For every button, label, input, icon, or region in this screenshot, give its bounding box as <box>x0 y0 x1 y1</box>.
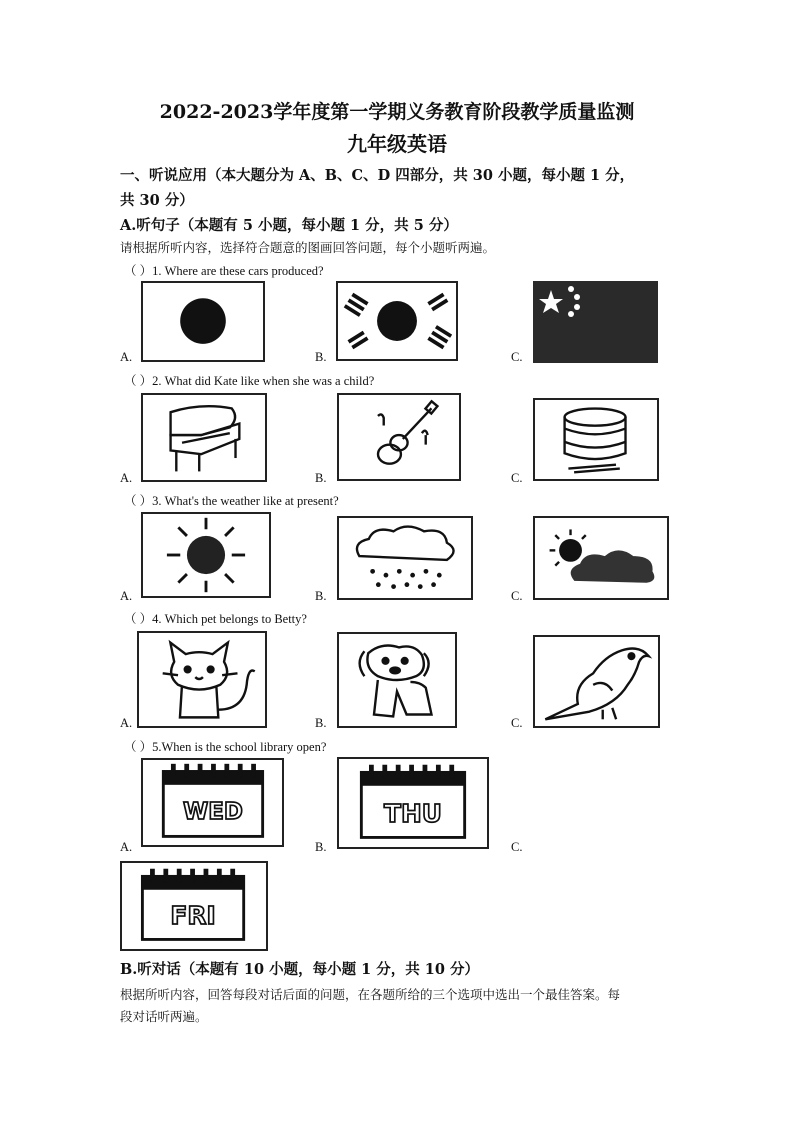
question-5: （ ）5.When is the school library open? <box>124 740 327 754</box>
korea-flag-icon <box>336 281 458 361</box>
guitar-icon <box>337 393 461 481</box>
calendar-thu-text: THU <box>384 799 442 829</box>
question-1: （ ）1. Where are these cars produced? <box>124 264 324 278</box>
q5-option-a-label: A. <box>120 840 133 854</box>
parrot-icon <box>533 635 660 728</box>
q3-option-a-label: A. <box>120 589 133 603</box>
q4-option-a-label: A. <box>120 716 133 730</box>
cat-icon <box>137 631 267 728</box>
q4-option-b-label: B. <box>315 716 327 730</box>
calendar-thu-icon <box>337 757 489 849</box>
part-b-instruction-line1: 根据所听内容，回答每段对话后面的问题，在各题所给的三个选项中选出一个最佳答案。每 <box>120 987 621 1002</box>
q3-option-b-label: B. <box>315 589 327 603</box>
calendar-fri-text: FRI <box>170 901 216 931</box>
q2-option-a-label: A. <box>120 471 133 485</box>
question-4: （ ）4. Which pet belongs to Betty? <box>124 612 307 626</box>
drum-icon <box>533 398 659 481</box>
question-3: （ ）3. What's the weather like at present? <box>124 494 339 508</box>
q5-option-c-label: C. <box>511 840 523 854</box>
dog-icon <box>337 632 457 728</box>
sun-icon <box>141 512 271 598</box>
q2-option-b-label: B. <box>315 471 327 485</box>
part-b-instruction-line2: 段对话听两遍。 <box>120 1009 208 1024</box>
calendar-wed-icon <box>141 758 284 847</box>
piano-icon <box>141 393 267 482</box>
q3-option-c-label: C. <box>511 589 523 603</box>
sun-behind-cloud-icon <box>533 516 669 600</box>
part-a-instruction: 请根据所听内容，选择符合题意的图画回答问题，每个小题听两遍。 <box>120 240 496 255</box>
calendar-fri-icon <box>120 861 268 951</box>
question-2: （ ）2. What did Kate like when she was a child? <box>124 374 375 388</box>
china-flag-icon <box>533 281 658 363</box>
q4-option-c-label: C. <box>511 716 523 730</box>
section-heading-line1: 一、听说应用（本大题分为 A、B、C、D 四部分，共 30 小题，每小题 1 分， <box>120 167 635 184</box>
q5-option-b-label: B. <box>315 840 327 854</box>
q1-option-b-label: B. <box>315 350 327 364</box>
japan-flag-icon <box>141 281 265 362</box>
part-a-heading: A.听句子（本题有 5 小题，每小题 1 分，共 5 分） <box>120 217 458 234</box>
q1-option-a-label: A. <box>120 350 133 364</box>
part-b-heading: B.听对话（本题有 10 小题，每小题 1 分，共 10 分） <box>120 961 480 978</box>
exam-subtitle: 九年级英语 <box>347 132 447 156</box>
snow-cloud-icon <box>337 516 473 600</box>
exam-title: 2022-2023学年度第一学期义务教育阶段教学质量监测 <box>159 101 635 123</box>
q1-option-c-label: C. <box>511 350 523 364</box>
section-heading-line2: 共 30 分） <box>120 192 194 209</box>
q2-option-c-label: C. <box>511 471 523 485</box>
calendar-wed-text: WED <box>183 799 243 826</box>
